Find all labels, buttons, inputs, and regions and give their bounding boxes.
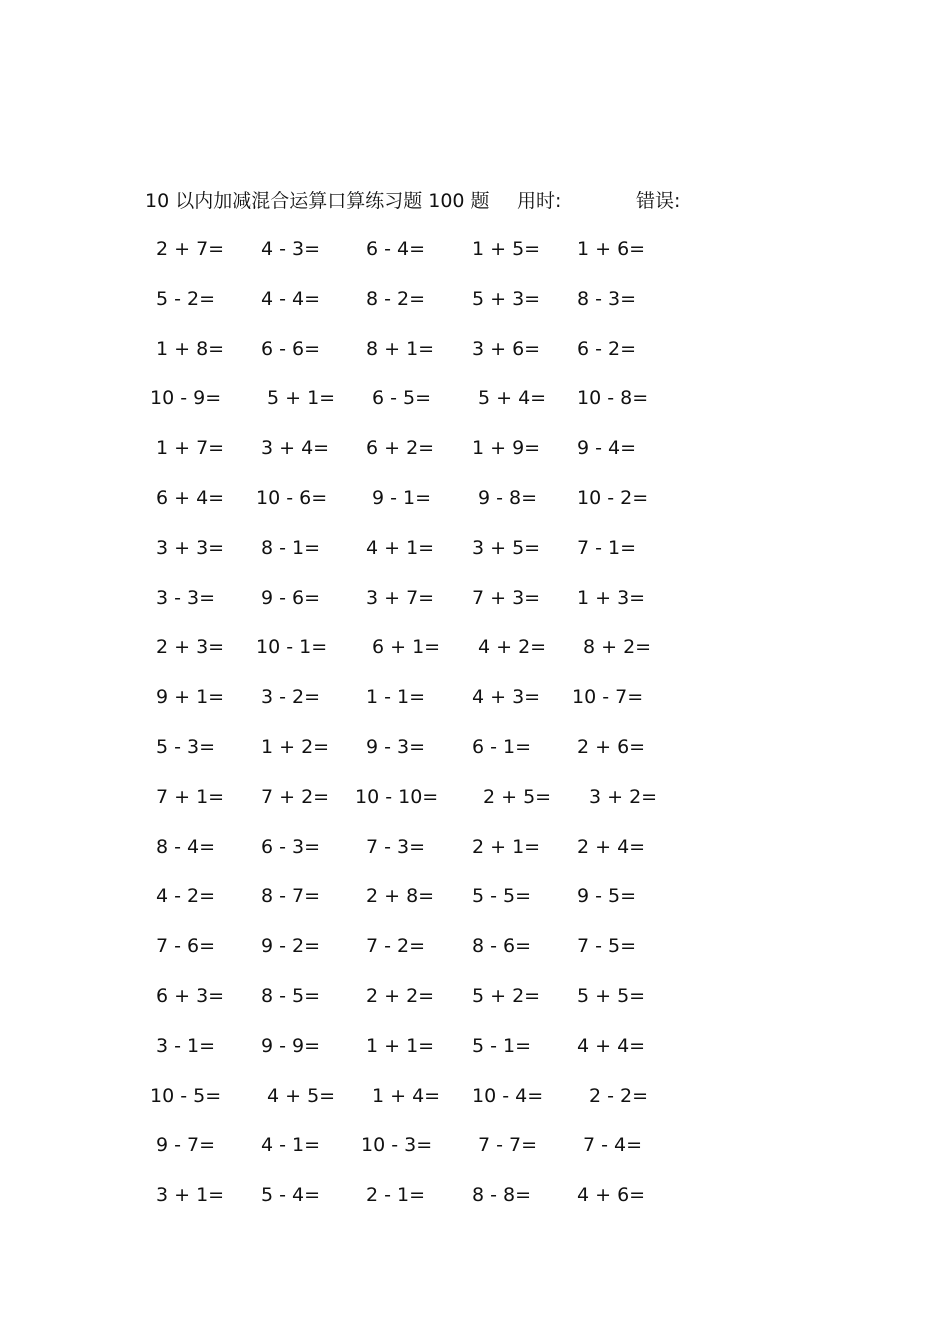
problem-item: 9 - 5= xyxy=(577,885,637,908)
problem-row xyxy=(0,432,950,482)
problem-item: 1 + 9= xyxy=(472,437,541,460)
problem-item: 1 + 1= xyxy=(366,1034,435,1057)
problem-item: 9 - 1= xyxy=(372,486,432,509)
problem-item: 1 + 6= xyxy=(577,238,646,260)
problem-item: 9 + 1= xyxy=(156,686,225,709)
problem-item: 1 + 4= xyxy=(372,1084,441,1107)
problem-item: 5 - 1= xyxy=(472,1034,532,1057)
problem-item: 4 + 5= xyxy=(267,1084,336,1107)
problem-item: 6 - 4= xyxy=(366,238,426,260)
problem-item: 8 - 4= xyxy=(156,835,216,858)
problem-item: 9 - 4= xyxy=(577,437,637,460)
problem-row xyxy=(0,781,950,831)
problem-item: 2 + 5= xyxy=(483,785,552,808)
problem-item: 10 - 8= xyxy=(577,387,649,410)
problem-row xyxy=(0,731,950,781)
problem-item: 5 + 5= xyxy=(577,984,646,1007)
problem-item: 1 + 3= xyxy=(577,586,646,609)
problem-item: 5 + 1= xyxy=(267,387,336,410)
problem-item: 1 + 5= xyxy=(472,238,541,260)
problem-item: 6 - 3= xyxy=(261,835,321,858)
problem-item: 2 + 6= xyxy=(577,735,646,758)
problem-item: 2 + 3= xyxy=(156,636,225,659)
problem-item: 1 + 7= xyxy=(156,437,225,460)
problem-item: 5 - 3= xyxy=(156,735,216,758)
problem-item: 6 - 2= xyxy=(577,337,637,360)
problem-item: 5 - 5= xyxy=(472,885,532,908)
problem-item: 2 + 4= xyxy=(577,835,646,858)
problem-item: 6 + 1= xyxy=(372,636,441,659)
problem-item: 3 + 1= xyxy=(156,1184,225,1207)
problem-item: 3 - 1= xyxy=(156,1034,216,1057)
problem-row xyxy=(0,831,950,881)
problem-row xyxy=(0,382,950,432)
problem-item: 9 - 7= xyxy=(156,1134,216,1157)
time-label: 用时: xyxy=(517,190,562,212)
problem-item: 5 - 2= xyxy=(156,287,216,310)
problem-item: 7 - 6= xyxy=(156,935,216,958)
problem-item: 4 - 1= xyxy=(261,1134,321,1157)
problem-row xyxy=(0,631,950,681)
problem-row xyxy=(0,880,950,930)
problem-item: 4 - 3= xyxy=(261,238,321,260)
problem-row xyxy=(0,1030,950,1080)
problem-row xyxy=(0,482,950,532)
problem-item: 2 + 2= xyxy=(366,984,435,1007)
problem-item: 8 - 3= xyxy=(577,287,637,310)
problem-item: 7 - 3= xyxy=(366,835,426,858)
problem-row xyxy=(0,532,950,582)
problem-item: 8 - 6= xyxy=(472,935,532,958)
problem-item: 10 - 1= xyxy=(256,636,328,659)
problem-item: 7 + 1= xyxy=(156,785,225,808)
problem-item: 1 + 2= xyxy=(261,735,330,758)
problem-item: 6 - 6= xyxy=(261,337,321,360)
problem-item: 3 + 3= xyxy=(156,536,225,559)
problem-item: 4 + 6= xyxy=(577,1184,646,1207)
problem-item: 5 - 4= xyxy=(261,1184,321,1207)
problem-item: 8 + 1= xyxy=(366,337,435,360)
problem-item: 6 + 3= xyxy=(156,984,225,1007)
problem-item: 6 + 4= xyxy=(156,486,225,509)
problem-item: 1 - 1= xyxy=(366,686,426,709)
problem-item: 6 - 5= xyxy=(372,387,432,410)
problem-item: 2 + 7= xyxy=(156,238,225,260)
problem-item: 5 + 2= xyxy=(472,984,541,1007)
problem-item: 4 + 1= xyxy=(366,536,435,559)
problem-item: 6 + 2= xyxy=(366,437,435,460)
problem-item: 8 - 1= xyxy=(261,536,321,559)
problem-row xyxy=(0,681,950,731)
problem-item: 9 - 6= xyxy=(261,586,321,609)
problem-row xyxy=(0,582,950,632)
problem-item: 2 + 1= xyxy=(472,835,541,858)
problem-item: 9 - 8= xyxy=(478,486,538,509)
problem-item: 8 - 8= xyxy=(472,1184,532,1207)
problem-item: 3 + 2= xyxy=(589,785,658,808)
problem-item: 9 - 9= xyxy=(261,1034,321,1057)
problem-item: 4 + 2= xyxy=(478,636,547,659)
problem-row xyxy=(0,1179,950,1229)
worksheet-title: 10 以内加减混合运算口算练习题 100 题 xyxy=(145,190,490,212)
problem-row xyxy=(0,333,950,383)
problem-item: 9 - 3= xyxy=(366,735,426,758)
problem-row xyxy=(0,930,950,980)
problem-item: 10 - 9= xyxy=(150,387,222,410)
problem-item: 2 - 1= xyxy=(366,1184,426,1207)
problem-item: 3 + 7= xyxy=(366,586,435,609)
problem-item: 7 - 1= xyxy=(577,536,637,559)
problem-item: 2 - 2= xyxy=(589,1084,649,1107)
problem-item: 2 + 8= xyxy=(366,885,435,908)
problem-item: 7 + 3= xyxy=(472,586,541,609)
problem-item: 10 - 4= xyxy=(472,1084,544,1107)
problem-grid xyxy=(0,233,950,1229)
problem-item: 4 + 3= xyxy=(472,686,541,709)
problem-item: 5 + 4= xyxy=(478,387,547,410)
problem-item: 5 + 3= xyxy=(472,287,541,310)
problem-row xyxy=(0,980,950,1030)
problem-item: 3 - 2= xyxy=(261,686,321,709)
problem-item: 10 - 5= xyxy=(150,1084,222,1107)
problem-item: 8 - 5= xyxy=(261,984,321,1007)
problem-item: 7 - 7= xyxy=(478,1134,538,1157)
problem-item: 4 - 4= xyxy=(261,287,321,310)
problem-item: 10 - 7= xyxy=(572,686,644,709)
problem-item: 1 + 8= xyxy=(156,337,225,360)
problem-row xyxy=(0,283,950,333)
problem-item: 3 + 4= xyxy=(261,437,330,460)
problem-item: 7 - 2= xyxy=(366,935,426,958)
problem-row xyxy=(0,1080,950,1130)
problem-item: 9 - 2= xyxy=(261,935,321,958)
problem-item: 10 - 6= xyxy=(256,486,328,509)
problem-item: 8 + 2= xyxy=(583,636,652,659)
problem-item: 10 - 10= xyxy=(355,785,439,808)
problem-row xyxy=(0,233,950,283)
error-label: 错误: xyxy=(636,190,681,212)
problem-item: 3 - 3= xyxy=(156,586,216,609)
problem-item: 3 + 5= xyxy=(472,536,541,559)
worksheet-header xyxy=(0,186,950,216)
problem-item: 7 + 2= xyxy=(261,785,330,808)
problem-row xyxy=(0,1129,950,1179)
problem-item: 7 - 5= xyxy=(577,935,637,958)
problem-item: 4 - 2= xyxy=(156,885,216,908)
problem-item: 8 - 2= xyxy=(366,287,426,310)
problem-item: 10 - 3= xyxy=(361,1134,433,1157)
problem-item: 6 - 1= xyxy=(472,735,532,758)
problem-item: 3 + 6= xyxy=(472,337,541,360)
problem-item: 4 + 4= xyxy=(577,1034,646,1057)
problem-item: 10 - 2= xyxy=(577,486,649,509)
problem-item: 8 - 7= xyxy=(261,885,321,908)
problem-item: 7 - 4= xyxy=(583,1134,643,1157)
